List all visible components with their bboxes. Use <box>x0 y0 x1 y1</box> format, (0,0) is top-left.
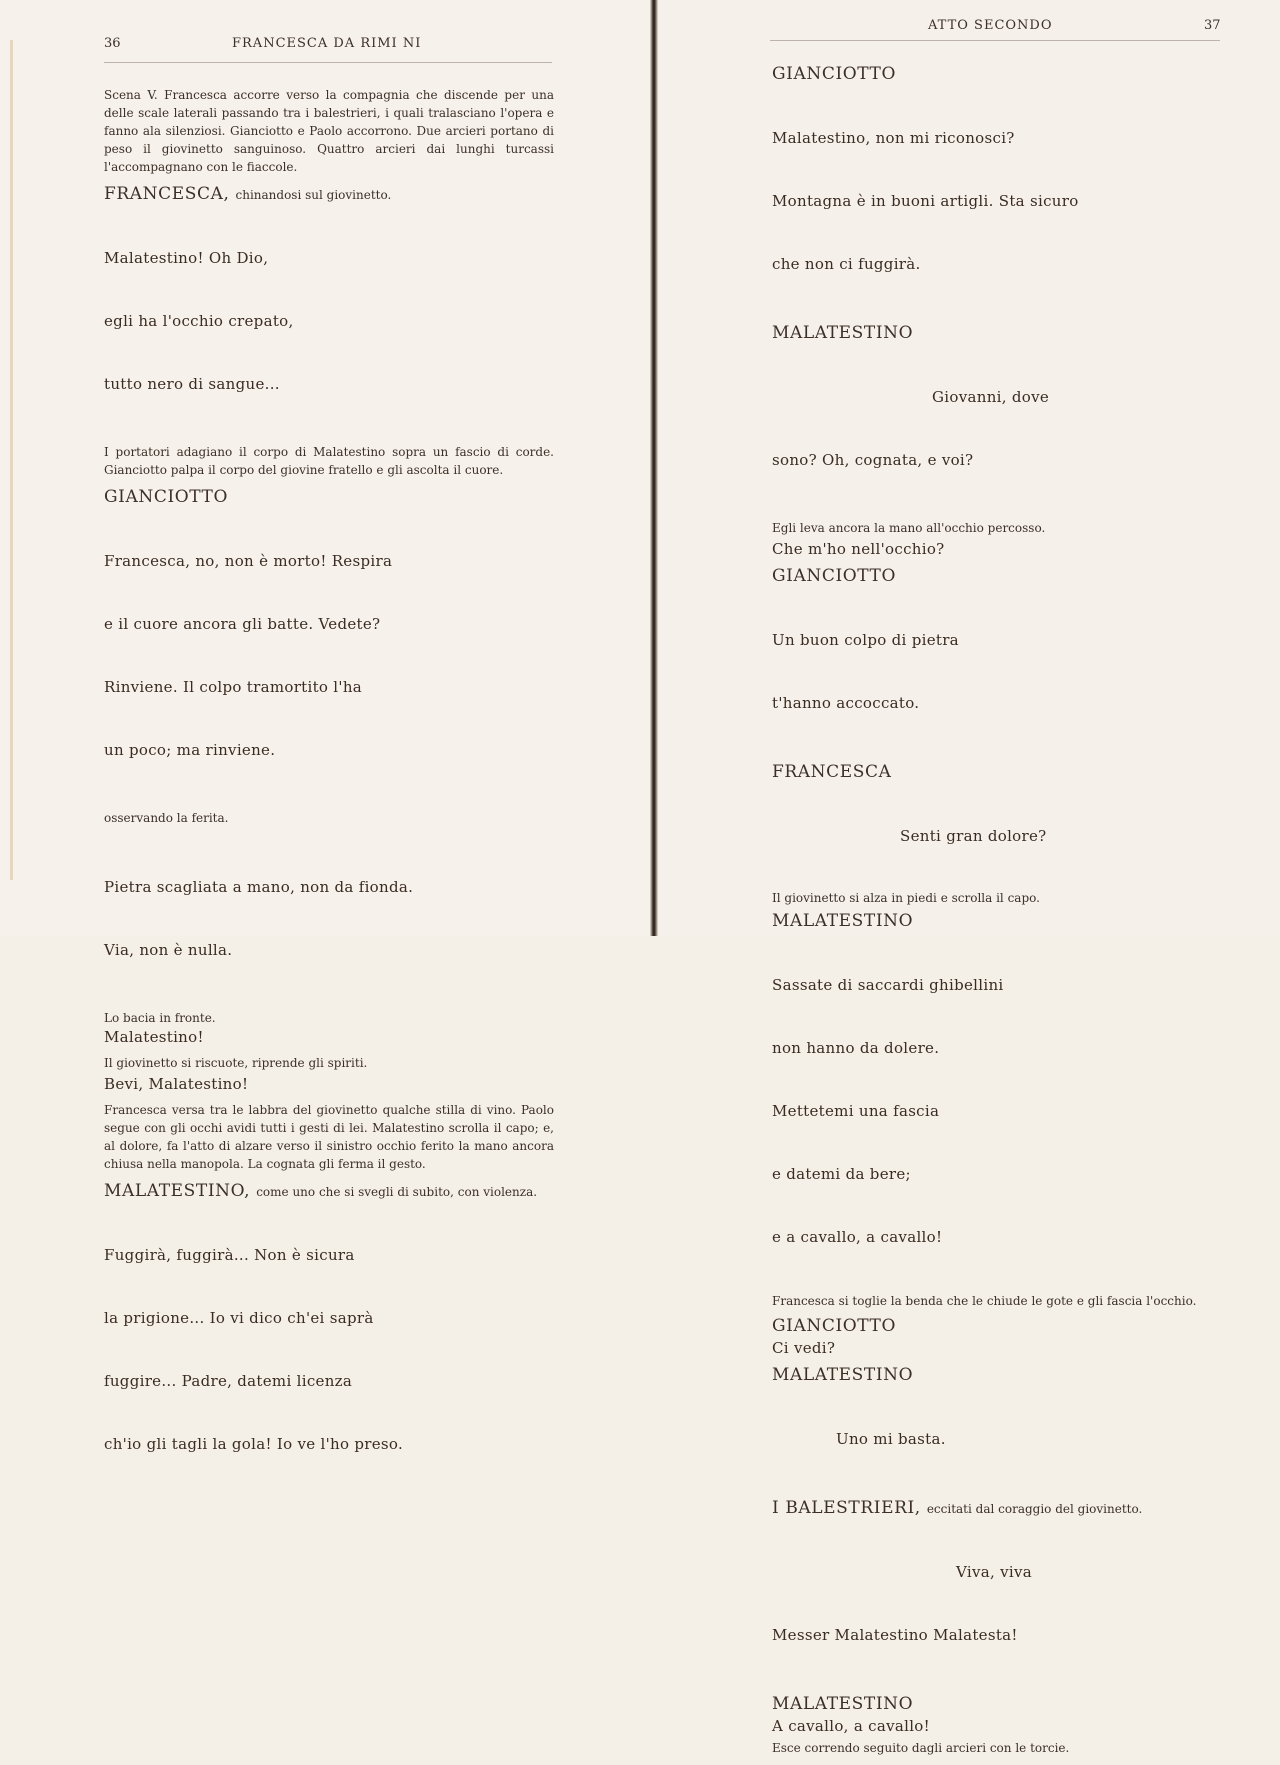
verse-line: e il cuore ancora gli batte. Vedete? <box>104 615 381 633</box>
speaker-name <box>772 1498 1232 1518</box>
speaker-direction: chinandosi sul giovinetto. <box>235 188 392 202</box>
speaker-label: MALATESTINO, <box>104 1181 251 1201</box>
verse-line: ch'io gli tagli la gola! Io ve l'ho preso. <box>104 1435 404 1453</box>
verse-line: Montagna è in buoni artigli. Sta sicuro <box>772 192 1079 210</box>
page-number: 36 <box>104 36 121 51</box>
verse-line: Francesca, no, non è morto! Respira <box>104 552 393 570</box>
speaker-name: GIANCIOTTO <box>772 566 897 586</box>
speaker-name: FRANCESCA <box>772 762 892 782</box>
verse-line: Via, non è nulla. <box>104 941 233 959</box>
verse-line: Viva, viva <box>956 1563 1033 1581</box>
verse-line: Fuggirà, fuggirà... Non è sicura <box>104 1246 355 1264</box>
verse-line: Senti gran dolore? <box>900 827 1047 845</box>
speaker-name: GIANCIOTTO <box>772 1316 897 1336</box>
page-edge-shadow <box>10 40 13 880</box>
verse-line: Un buon colpo di pietra <box>772 631 959 649</box>
stage-direction: osservando la ferita. <box>104 811 229 825</box>
speaker-name <box>104 1181 554 1201</box>
speaker-name: MALATESTINO <box>772 323 914 343</box>
verse-block <box>772 933 1232 1290</box>
verse-block <box>772 588 1232 756</box>
verse-line: Malatestino, non mi riconosci? <box>772 129 1015 147</box>
verse-line: Malatestino! Oh Dio, <box>104 249 269 267</box>
verse-line: e a cavallo, a cavallo! <box>772 1228 943 1246</box>
page-number: 37 <box>1204 18 1221 33</box>
speaker-label: I BALESTRIERI, <box>772 1498 921 1518</box>
speaker-name <box>104 184 554 204</box>
verse-block <box>772 1520 1232 1688</box>
left-page <box>0 0 652 1453</box>
verse-line: Bevi, Malatestino! <box>104 1075 249 1093</box>
verse-block <box>104 835 554 1003</box>
header-rule <box>770 40 1220 41</box>
verse-line: Mettetemi una fascia <box>772 1102 940 1120</box>
stage-direction: I portatori adagiano il corpo di Malatestino sopra un fascio di corde. Gianciotto palpa il corpo del giovine fratello e gli ascolta il cuore. <box>104 445 554 477</box>
stage-direction: Egli leva ancora la mano all'occhio percosso. <box>772 521 1046 535</box>
verse-line: Che m'ho nell'occhio? <box>772 540 945 558</box>
speaker-name: GIANCIOTTO <box>104 487 229 507</box>
stage-direction: Il giovinetto si alza in piedi e scrolla il capo. <box>772 891 1040 905</box>
verse-line: sono? Oh, cognata, e voi? <box>772 451 974 469</box>
verse-line: Giovanni, dove <box>932 388 1050 406</box>
stage-direction: Esce correndo seguito dagli arcieri con le torcie. <box>772 1741 1070 1755</box>
verse-line: Uno mi basta. <box>836 1430 946 1448</box>
stage-direction: Francesca si toglie la benda che le chiude le gote e gli fascia l'occhio. <box>772 1294 1197 1308</box>
verse-line: Sassate di saccardi ghibellini <box>772 976 1004 994</box>
speaker-name: MALATESTINO <box>772 1694 914 1714</box>
header-rule <box>104 62 552 63</box>
verse-line: Messer Malatestino Malatesta! <box>772 1626 1018 1644</box>
speaker-name: MALATESTINO <box>772 911 914 931</box>
speaker-name: GIANCIOTTO <box>772 64 897 84</box>
verse-line: t'hanno accoccato. <box>772 694 920 712</box>
stage-direction: Scena V. Francesca accorre verso la compagnia che discende per una delle scale laterali passando tra i balestrieri, i quali tralasciano l'opera e fanno ala silenziosi. Gianciotto e Paolo accorrono. Due arcieri portano di peso il giovinetto sanguinoso. Quattro arcieri dai lunghi turcassi l'accompagnano con le fiaccole. <box>104 88 554 174</box>
stage-direction: Francesca versa tra le labbra del giovinetto qualche stilla di vino. Paolo segue con gli occhi avidi tutti i gesti di lei. Malatestino scrolla il capo; e, al dolore, fa l'atto di alzare verso il sinistro occhio ferito la mano ancora chiusa nella manopola. La cognata gli ferma il gesto. <box>104 1103 554 1171</box>
left-page-text <box>104 86 554 1503</box>
book-gutter <box>650 0 658 936</box>
verse-line: la prigione... Io vi dico ch'ei saprà <box>104 1309 374 1327</box>
speaker-direction: eccitati dal coraggio del giovinetto. <box>926 1502 1143 1516</box>
verse-line: Malatestino! <box>104 1028 204 1046</box>
verse-block <box>104 509 554 803</box>
speaker-label: FRANCESCA, <box>104 184 230 204</box>
speaker-direction: come uno che si svegli di subito, con violenza. <box>256 1185 538 1199</box>
verse-line: che non ci fuggirà. <box>772 255 921 273</box>
verse-line: Ci vedi? <box>772 1339 836 1357</box>
stage-direction: Il giovinetto si riscuote, riprende gli spiriti. <box>104 1056 368 1070</box>
speaker-name: MALATESTINO <box>772 1365 914 1385</box>
running-title: FRANCESCA DA RIMI NI <box>232 36 422 51</box>
verse-line: un poco; ma rinviene. <box>104 741 276 759</box>
verse-line: non hanno da dolere. <box>772 1039 940 1057</box>
stage-direction: Lo bacia in fronte. <box>104 1011 216 1025</box>
running-title: ATTO SECONDO <box>928 18 1053 33</box>
right-page <box>658 0 1280 1755</box>
verse-block <box>772 345 1232 513</box>
verse-block <box>104 206 554 437</box>
verse-line: Pietra scagliata a mano, non da fionda. <box>104 878 414 896</box>
verse-line: Rinviene. Il colpo tramortito l'ha <box>104 678 363 696</box>
verse-line: fuggire... Padre, datemi licenza <box>104 1372 353 1390</box>
verse-block <box>104 1203 554 1497</box>
verse-line: e datemi da bere; <box>772 1165 911 1183</box>
right-page-text <box>772 64 1232 1765</box>
verse-block <box>772 784 1232 889</box>
verse-block <box>772 1387 1232 1492</box>
verse-block <box>772 86 1232 317</box>
verse-line: A cavallo, a cavallo! <box>772 1717 930 1735</box>
verse-line: egli ha l'occhio crepato, <box>104 312 294 330</box>
verse-line: tutto nero di sangue... <box>104 375 280 393</box>
